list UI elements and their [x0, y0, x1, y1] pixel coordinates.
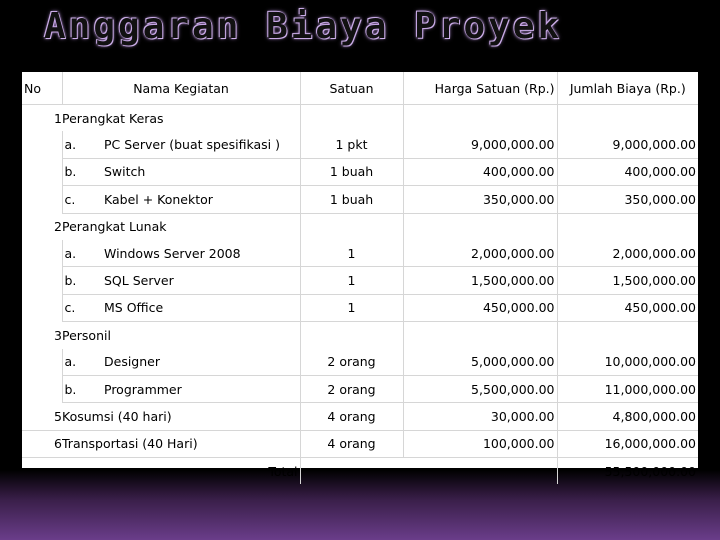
- row-jumlah: 16,000,000.00: [557, 430, 698, 457]
- group-name: Perangkat Keras: [62, 110, 164, 126]
- page-title: Anggaran Biaya Proyek: [44, 6, 563, 47]
- table-row: [22, 294, 698, 321]
- item-name: Kabel + Konektor: [100, 186, 300, 213]
- table-row: [22, 375, 698, 402]
- item-harga: 5,000,000.00: [403, 349, 557, 376]
- row-number: 6: [22, 430, 62, 457]
- item-satuan: 2 orang: [300, 349, 403, 376]
- row-number: 5: [22, 403, 62, 430]
- item-name: Programmer: [100, 375, 300, 402]
- item-jumlah: 450,000.00: [557, 294, 698, 321]
- group-number: 2: [54, 219, 62, 234]
- item-name: MS Office: [100, 294, 300, 321]
- total-label: Total: [268, 463, 298, 479]
- item-name: SQL Server: [100, 267, 300, 294]
- row-harga: 100,000.00: [403, 430, 557, 457]
- item-jumlah: 2,000,000.00: [557, 240, 698, 267]
- item-name: Designer: [100, 349, 300, 376]
- item-harga: 350,000.00: [403, 186, 557, 213]
- header-jumlah: Jumlah Biaya (Rp.): [557, 72, 698, 105]
- group-name: Personil: [62, 327, 111, 343]
- header-satuan: Satuan: [300, 72, 403, 105]
- item-letter: b.: [62, 267, 100, 294]
- item-letter: c.: [62, 294, 100, 321]
- table-row: [22, 240, 698, 267]
- item-jumlah: 1,500,000.00: [557, 267, 698, 294]
- table-row: [22, 403, 698, 430]
- item-jumlah: 11,000,000.00: [557, 375, 698, 402]
- group-row: [22, 213, 698, 240]
- item-harga: 9,000,000.00: [403, 131, 557, 158]
- row-satuan: 4 orang: [300, 403, 403, 430]
- group-number: 3: [54, 327, 62, 343]
- group-name: Perangkat Lunak: [62, 219, 167, 235]
- table-row: [22, 267, 698, 294]
- item-harga: 2,000,000.00: [403, 240, 557, 267]
- group-row: [22, 322, 698, 349]
- header-kegiatan: Nama Kegiatan: [62, 72, 300, 105]
- item-harga: 450,000.00: [403, 294, 557, 321]
- item-harga: 5,500,000.00: [403, 375, 557, 402]
- total-row: [22, 458, 698, 485]
- item-letter: b.: [62, 375, 100, 402]
- budget-table: [22, 72, 698, 484]
- table-row: [22, 131, 698, 158]
- group-row: [22, 105, 698, 132]
- item-satuan: 1 buah: [300, 186, 403, 213]
- item-name: PC Server (buat spesifikasi ): [100, 131, 300, 158]
- table-row: [22, 186, 698, 213]
- item-jumlah: 400,000.00: [557, 158, 698, 185]
- row-name: Transportasi (40 Hari): [62, 430, 300, 457]
- item-letter: a.: [62, 240, 100, 267]
- total-value: 55,500,000.00: [557, 458, 698, 485]
- item-jumlah: 10,000,000.00: [557, 349, 698, 376]
- item-letter: a.: [62, 349, 100, 376]
- row-harga: 30,000.00: [403, 403, 557, 430]
- group-number: 1: [54, 110, 62, 126]
- header-row: [22, 72, 698, 105]
- item-satuan: 1: [300, 267, 403, 294]
- row-name: Kosumsi (40 hari): [62, 403, 300, 430]
- header-harga: Harga Satuan (Rp.): [403, 72, 557, 105]
- item-satuan: 1 buah: [300, 158, 403, 185]
- row-jumlah: 4,800,000.00: [557, 403, 698, 430]
- budget-sheet: [22, 72, 698, 479]
- item-letter: b.: [62, 158, 100, 185]
- item-jumlah: 350,000.00: [557, 186, 698, 213]
- item-satuan: 1: [300, 240, 403, 267]
- item-letter: a.: [62, 131, 100, 158]
- item-satuan: 1: [300, 294, 403, 321]
- item-satuan: 2 orang: [300, 375, 403, 402]
- item-jumlah: 9,000,000.00: [557, 131, 698, 158]
- table-row: [22, 158, 698, 185]
- item-harga: 1,500,000.00: [403, 267, 557, 294]
- row-satuan: 4 orang: [300, 430, 403, 457]
- header-no: No: [22, 72, 62, 105]
- item-name: Switch: [100, 158, 300, 185]
- item-name: Windows Server 2008: [100, 240, 300, 267]
- table-row: [22, 430, 698, 457]
- item-satuan: 1 pkt: [300, 131, 403, 158]
- item-letter: c.: [62, 186, 100, 213]
- table-row: [22, 349, 698, 376]
- item-harga: 400,000.00: [403, 158, 557, 185]
